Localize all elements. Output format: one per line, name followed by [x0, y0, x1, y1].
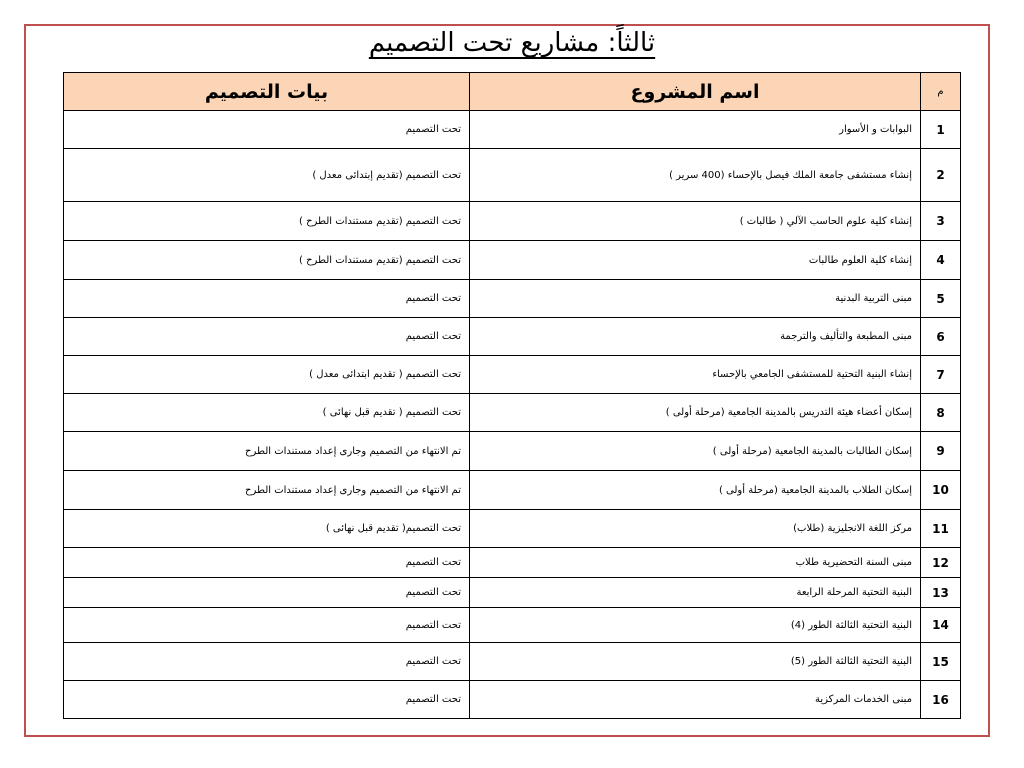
header-project-name: اسم المشروع: [470, 73, 921, 111]
table-row: [64, 202, 961, 241]
row-design-status: تحت التصميم: [64, 681, 470, 719]
header-design-status: بيات التصميم: [64, 73, 470, 111]
row-number: 13: [921, 578, 961, 608]
row-number: 14: [921, 608, 961, 643]
row-design-status: تم الانتهاء من التصميم وجارى إعداد مستندات الطرح: [64, 432, 470, 471]
row-design-status: تحت التصميم: [64, 280, 470, 318]
row-project-name: مبنى السنة التحضيرية طلاب: [470, 548, 921, 578]
row-number: 3: [921, 202, 961, 241]
row-design-status: تحت التصميم (تقديم إبتدائى معدل ): [64, 149, 470, 202]
row-number: 2: [921, 149, 961, 202]
table-row: [64, 280, 961, 318]
row-number: 9: [921, 432, 961, 471]
row-design-status: تحت التصميم: [64, 578, 470, 608]
table-row: [64, 356, 961, 394]
table-row: [64, 510, 961, 548]
row-design-status: تم الانتهاء من التصميم وجارى إعداد مستندات الطرح: [64, 471, 470, 510]
table-row: [64, 681, 961, 719]
row-number: 16: [921, 681, 961, 719]
row-number: 10: [921, 471, 961, 510]
table-row: [64, 394, 961, 432]
header-num: م: [921, 73, 961, 111]
page-title-text: ثالثاً: مشاريع تحت التصميم: [368, 28, 656, 58]
row-number: 6: [921, 318, 961, 356]
row-design-status: تحت التصميم ( تقديم قبل نهائى ): [64, 394, 470, 432]
table-row: [64, 643, 961, 681]
table-row: [64, 471, 961, 510]
row-project-name: البنية التحتية الثالثة الطور (4): [470, 608, 921, 643]
row-project-name: مبنى المطبعة والتأليف والترجمة: [470, 318, 921, 356]
row-number: 15: [921, 643, 961, 681]
row-design-status: تحت التصميم (تقديم مستندات الطرح ): [64, 202, 470, 241]
projects-table: [63, 72, 961, 719]
row-number: 1: [921, 111, 961, 149]
row-project-name: إسكان الطالبات بالمدينة الجامعية (مرحلة أولى ): [470, 432, 921, 471]
row-project-name: البنية التحتية المرحلة الرابعة: [470, 578, 921, 608]
row-project-name: إنشاء مستشفى جامعة الملك فيصل بالإحساء (400 سرير ): [470, 149, 921, 202]
row-project-name: إنشاء كلية علوم الحاسب الآلي ( طالبات ): [470, 202, 921, 241]
row-design-status: تحت التصميم: [64, 548, 470, 578]
row-project-name: مركز اللغة الانجليزية (طلاب): [470, 510, 921, 548]
table-row: [64, 432, 961, 471]
row-project-name: إنشاء كلية العلوم طالبات: [470, 241, 921, 280]
row-design-status: تحت التصميم: [64, 608, 470, 643]
row-project-name: مبنى التربية البدنية: [470, 280, 921, 318]
table-row: [64, 578, 961, 608]
row-number: 5: [921, 280, 961, 318]
page-title: [0, 28, 1024, 58]
row-project-name: إسكان الطلاب بالمدينة الجامعية (مرحلة أولى ): [470, 471, 921, 510]
table-row: [64, 111, 961, 149]
row-design-status: تحت التصميم: [64, 643, 470, 681]
row-project-name: إسكان أعضاء هيئة التدريس بالمدينة الجامعية (مرحلة أولى ): [470, 394, 921, 432]
row-number: 11: [921, 510, 961, 548]
row-number: 12: [921, 548, 961, 578]
table-row: [64, 548, 961, 578]
table-row: [64, 608, 961, 643]
row-design-status: تحت التصميم ( تقديم ابتدائى معدل ): [64, 356, 470, 394]
table-row: [64, 149, 961, 202]
row-number: 4: [921, 241, 961, 280]
row-project-name: إنشاء البنية التحتية للمستشفى الجامعي بالإحساء: [470, 356, 921, 394]
row-design-status: تحت التصميم: [64, 111, 470, 149]
row-design-status: تحت التصميم: [64, 318, 470, 356]
row-number: 8: [921, 394, 961, 432]
table-row: [64, 318, 961, 356]
row-project-name: البوابات و الأسوار: [470, 111, 921, 149]
table-row: [64, 241, 961, 280]
row-project-name: مبنى الخدمات المركزية: [470, 681, 921, 719]
row-number: 7: [921, 356, 961, 394]
table-header-row: [64, 73, 961, 111]
row-design-status: تحت التصميم (تقديم مستندات الطرح ): [64, 241, 470, 280]
row-design-status: تحت التصميم( تقديم قبل نهائى ): [64, 510, 470, 548]
table-body: [64, 111, 961, 719]
row-project-name: البنية التحتية الثالثة الطور (5): [470, 643, 921, 681]
